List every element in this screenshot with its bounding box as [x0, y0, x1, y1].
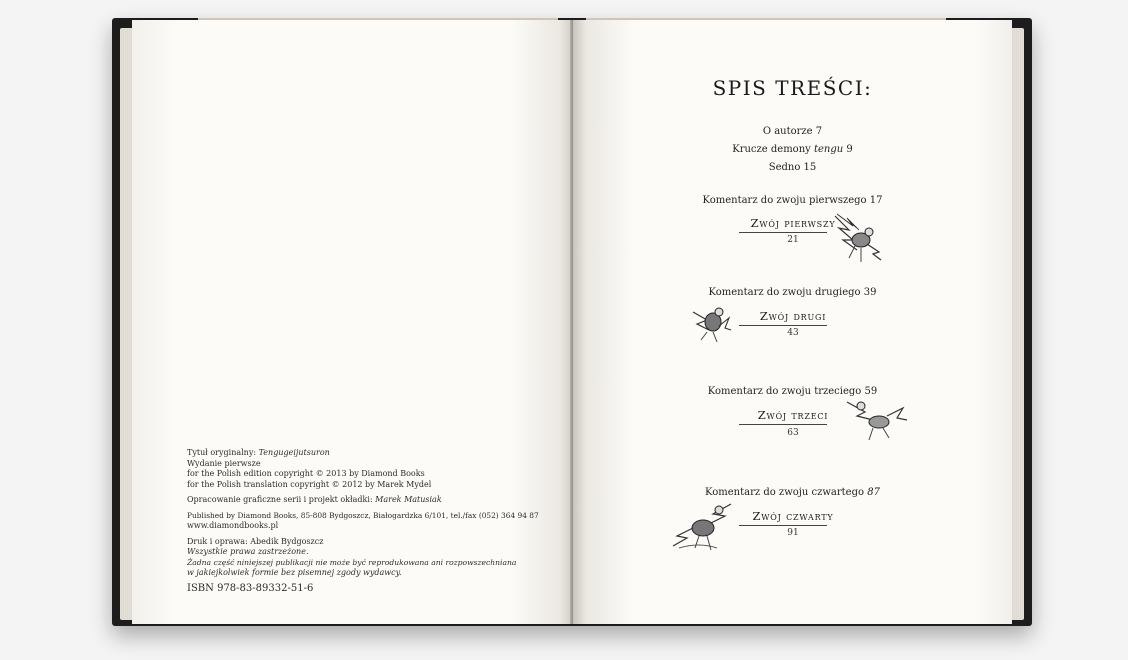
toc-entry-label: O autorze [762, 126, 813, 137]
left-page [132, 20, 573, 624]
commentary-label: Komentarz do zwoju drugiego [708, 287, 861, 298]
toc-entry-label: Krucze demony [732, 144, 811, 155]
scroll-page-4: 91 [787, 528, 799, 538]
toc-entry-commentary-3 [573, 386, 1012, 397]
scroll-page-1: 21 [787, 235, 799, 245]
toc-entry-essence [573, 162, 1012, 173]
toc-entry-page: 9 [846, 144, 853, 155]
scroll-rule-3 [739, 424, 827, 425]
tengu-illustration-1-icon [827, 210, 887, 266]
commentary-page: 59 [864, 386, 878, 397]
scroll-title-2: Zwój drugi [759, 309, 827, 323]
design-line [187, 495, 557, 506]
toc-entry-label-italic: tengu [813, 144, 844, 155]
publisher-line: Published by Diamond Books, 85-808 Bydgoszcz, Białogardzka 6/101, tel./fax (052) 364 94 87 [187, 510, 539, 520]
right-page [573, 20, 1012, 624]
toc-entry-page: 15 [803, 162, 817, 173]
commentary-label: Komentarz do zwoju czwartego [705, 487, 865, 498]
commentary-page: 39 [863, 287, 877, 298]
copyright-translation: for the Polish translation copyright © 2012 by Marek Mydel [187, 479, 432, 489]
commentary-page: 87 [867, 487, 880, 498]
toc-entry-commentary-4 [573, 487, 1012, 498]
printing: Druk i oprawa: Abedik Bydgoszcz [187, 536, 324, 546]
colophon [187, 448, 557, 594]
toc-entry-commentary-2 [573, 287, 1012, 298]
original-title-label: Tytuł oryginalny: [187, 448, 257, 457]
scroll-rule-4 [739, 525, 827, 526]
commentary-label: Komentarz do zwoju pierwszego [702, 195, 867, 206]
open-book [112, 18, 1032, 630]
scroll-title-1: Zwój pierwszy [750, 216, 836, 230]
edition: Wydanie pierwsze [187, 458, 261, 468]
original-title-line [187, 448, 557, 459]
toc-entry-label: Sedno [768, 162, 801, 173]
toc-entry-commentary-1 [573, 195, 1012, 206]
commentary-page: 17 [869, 195, 883, 206]
page-edges-right [1010, 28, 1024, 620]
rights-line-3: w jakiejkolwiek formie bez pisemnej zgody wydawcy. [187, 568, 402, 577]
tengu-illustration-3-icon [843, 394, 909, 444]
scroll-title-3: Zwój trzeci [757, 408, 829, 422]
original-title: Tengugeijutsuron [258, 448, 330, 457]
tengu-illustration-2-icon [689, 302, 733, 344]
toc-title: SPIS TREŚCI: [712, 76, 873, 100]
rights-line-2: Żadna część niniejszej publikacji nie może być reprodukowana ani rozpowszechniana [187, 557, 517, 567]
scroll-title-4: Zwój czwarty [752, 509, 834, 523]
scroll-page-3: 63 [787, 428, 799, 438]
designer: Marek Matusiak [375, 495, 442, 504]
toc-entry-tengu [573, 144, 1012, 155]
tengu-illustration-4-icon [669, 498, 739, 554]
scroll-rule-1 [739, 232, 827, 233]
rights-line-1: Wszystkie prawa zastrzeżone. [187, 547, 309, 556]
copyright-edition: for the Polish edition copyright © 2013 by Diamond Books [187, 469, 425, 478]
design-label: Opracowanie graficzne serii i projekt okładki: [187, 495, 373, 504]
toc-entry-about-author [573, 126, 1012, 137]
isbn: ISBN 978-83-89332-51-6 [187, 582, 314, 594]
toc-entry-page: 7 [815, 126, 823, 137]
commentary-label: Komentarz do zwoju trzeciego [707, 386, 862, 397]
scroll-rule-2 [739, 325, 827, 326]
scroll-page-2: 43 [787, 328, 799, 338]
website: www.diamondbooks.pl [187, 521, 279, 530]
